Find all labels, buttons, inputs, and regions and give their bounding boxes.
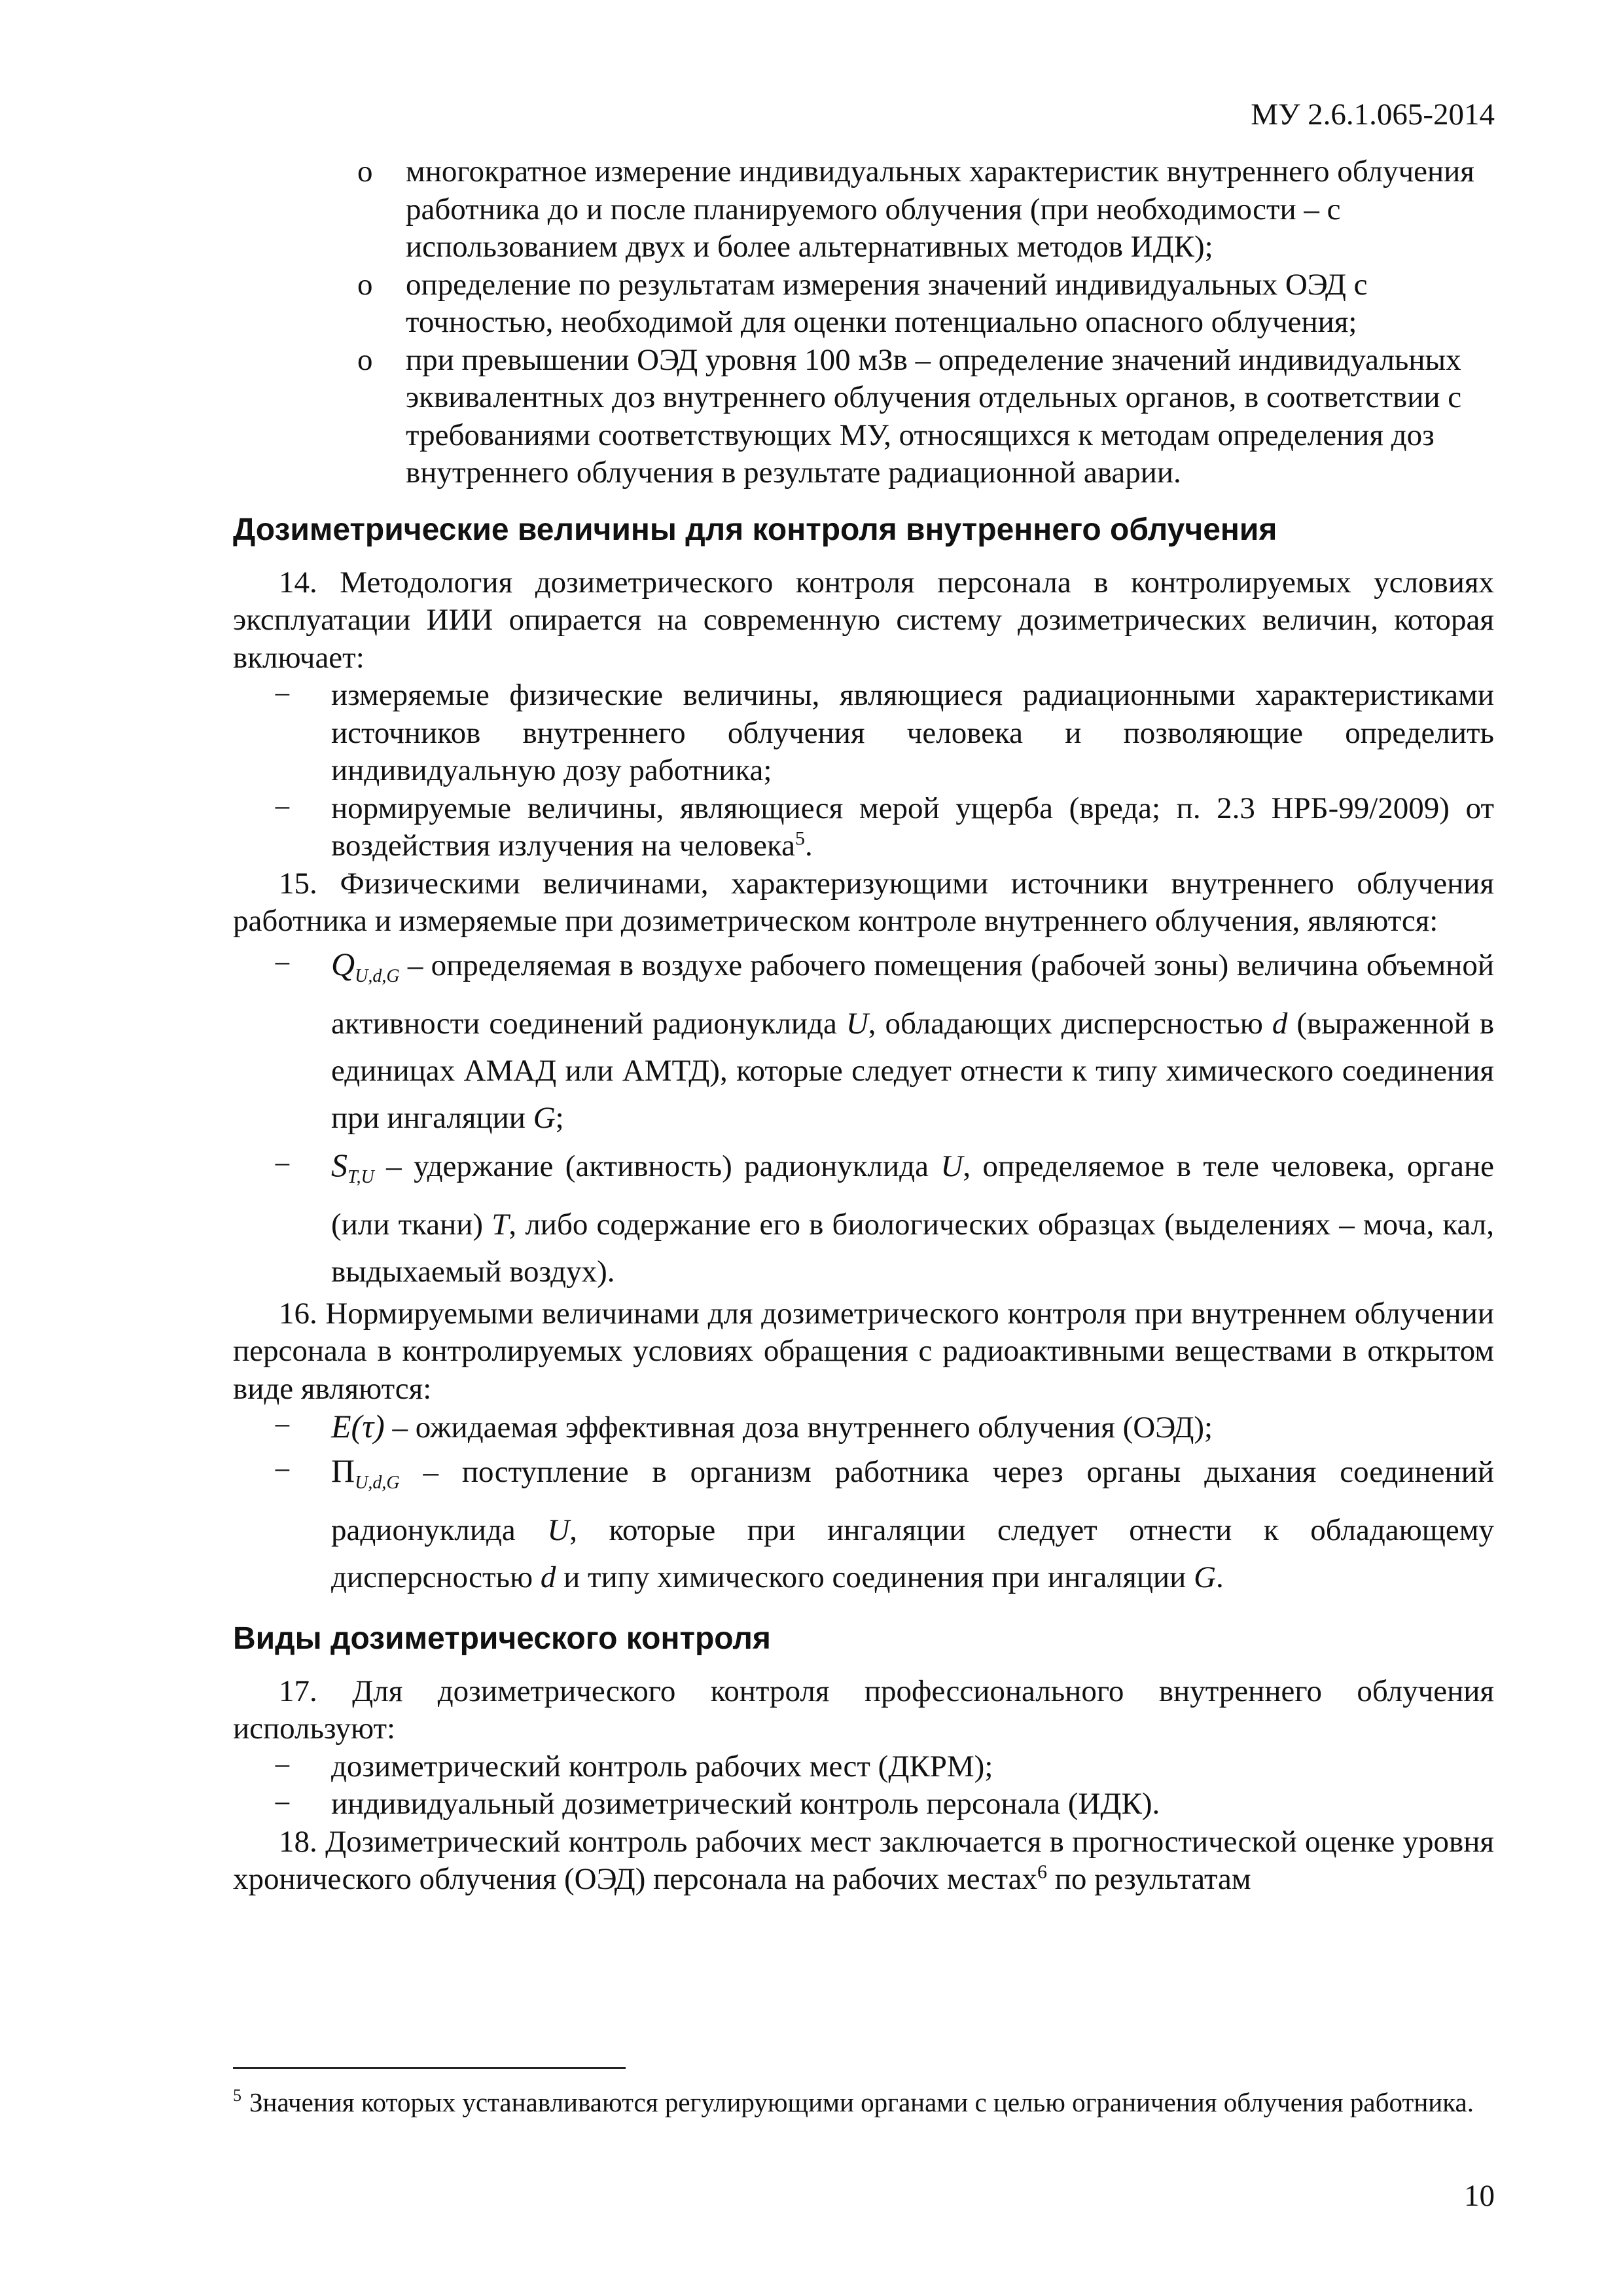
page-content — [233, 153, 1494, 1899]
symbol-subscript: U,d,G — [355, 965, 400, 986]
variable-u: U — [940, 1149, 963, 1183]
circle-bullet-icon: o — [357, 267, 373, 302]
dash-bullet-icon: − — [274, 1147, 291, 1182]
footnote-mark: 5 — [233, 2086, 241, 2105]
list-item-text: , обладающих дисперсностью — [868, 1006, 1272, 1041]
paragraph-17-list — [233, 1748, 1494, 1823]
list-item-text: , определяемое в теле человека, органе (или ткани) — [331, 1149, 1494, 1242]
circle-bullet-icon: o — [357, 154, 373, 188]
list-item-text: . — [1216, 1560, 1224, 1594]
variable-g: G — [1194, 1560, 1217, 1594]
symbol-s: S — [331, 1146, 348, 1183]
circle-bullet-icon: o — [357, 342, 373, 377]
footnote-ref-5[interactable]: 5 — [794, 827, 805, 850]
list-item — [233, 1141, 1494, 1295]
variable-u: U — [846, 1006, 868, 1041]
footnote-5 — [233, 2079, 1494, 2119]
list-item-text: (выраженной в единицах АМАД или АМТД), которые следует отнести к типу химического соединения при ингаляции — [331, 1006, 1495, 1135]
section-heading-dosimetric-quantities: Дозиметрические величины для контроля внутреннего облучения — [233, 512, 1277, 547]
dash-bullet-icon: − — [274, 678, 291, 712]
paragraph-text: по результатам — [1046, 1862, 1251, 1896]
dash-bullet-icon: − — [274, 1453, 291, 1488]
document-code-header: МУ 2.6.1.065-2014 — [1251, 98, 1495, 132]
list-item — [233, 1785, 1494, 1823]
dash-bullet-icon: − — [274, 1409, 291, 1443]
dash-bullet-icon: − — [274, 1749, 291, 1784]
list-item — [233, 677, 1494, 790]
list-item-text: нормируемые величины, являющиеся мерой ущерба (вреда; п. 2.3 НРБ-99/2009) от воздействия излучения на человека — [331, 791, 1494, 863]
symbol-subscript: U,d,G — [355, 1472, 400, 1493]
footnote-divider — [233, 2067, 626, 2069]
list-item — [233, 266, 1494, 342]
list-item-text: дозиметрический контроль рабочих мест (ДКРМ); — [331, 1749, 993, 1784]
dash-bullet-icon: − — [274, 1787, 291, 1821]
dash-bullet-icon: − — [274, 946, 291, 981]
section-heading-dosimetric-control-types: Виды дозиметрического контроля — [233, 1621, 771, 1656]
list-item-text: – определяемая в воздухе рабочего помещения (рабочей зоны) величина объемной активности соединений радионуклида — [331, 948, 1494, 1041]
paragraph-14: 14. Методология дозиметрического контроля персонала в контролируемых условиях эксплуатации ИИИ опирается на современную систему дозиметрических величин, которая включает: — [233, 565, 1494, 675]
paragraph-14-list — [233, 677, 1494, 865]
footnote-text: Значения которых устанавливаются регулирующими органами с целью ограничения облучения работника. — [249, 2087, 1474, 2117]
list-item-end: . — [804, 829, 813, 863]
footnote-body — [233, 2079, 1494, 2119]
list-item — [233, 342, 1494, 492]
list-item-text: – ожидаемая эффективная доза внутреннего облучения (ОЭД); — [384, 1410, 1213, 1444]
paragraph-17: 17. Для дозиметрического контроля профессионального внутреннего облучения используют: — [233, 1674, 1494, 1746]
list-item-text: ; — [555, 1100, 564, 1135]
list-item — [233, 153, 1494, 266]
variable-d: d — [540, 1560, 556, 1594]
list-item — [233, 1748, 1494, 1786]
list-item — [233, 1447, 1494, 1601]
top-bullet-list — [233, 153, 1494, 492]
list-item-text: определение по результатам измерения значений индивидуальных ОЭД с точностью, необходимой для оценки потенциально опасного облучения; — [406, 267, 1368, 339]
list-item-text: и типу химического соединения при ингаляции — [556, 1560, 1194, 1594]
footnote-ref-6[interactable]: 6 — [1037, 1861, 1047, 1883]
symbol-subscript: T,U — [348, 1166, 374, 1187]
paragraph-18 — [233, 1823, 1494, 1899]
paragraph-15: 15. Физическими величинами, характеризующими источники внутреннего облучения работника и измеряемые при дозиметрическом контроле внутреннего облучения, являются: — [233, 866, 1494, 938]
paragraph-text: 18. Дозиметрический контроль рабочих мест заключается в прогностической оценке уровня хронического облучения (ОЭД) персонала на рабочих местах — [233, 1824, 1494, 1896]
list-item-text: измеряемые физические величины, являющиеся радиационными характеристиками источников внутреннего облучения человека и позволяющие определить индивидуальную дозу работника; — [331, 678, 1494, 787]
list-item-text: , которые при ингаляции следует отнести к обладающему дисперсностью — [331, 1513, 1494, 1594]
list-item-text: , либо содержание его в биологических образцах (выделениях – моча, кал, выдыхаемый воздух). — [331, 1207, 1494, 1289]
list-item-text: индивидуальный дозиметрический контроль персонала (ИДК). — [331, 1787, 1160, 1821]
paragraph-16: 16. Нормируемыми величинами для дозиметрического контроля при внутреннем облучении персонала в контролируемых условиях обращения с радиоактивными веществами в открытом виде являются: — [233, 1296, 1494, 1406]
page-number: 10 — [1464, 2179, 1495, 2213]
symbol-pi: П — [331, 1452, 355, 1489]
list-item — [233, 941, 1494, 1141]
paragraph-15-list — [233, 941, 1494, 1295]
symbol-q: Q — [331, 945, 355, 982]
dash-bullet-icon: − — [274, 791, 291, 825]
variable-u: U — [547, 1513, 570, 1547]
list-item — [233, 1408, 1494, 1447]
variable-g: G — [533, 1100, 556, 1135]
paragraph-16-list — [233, 1408, 1494, 1601]
variable-d: d — [1272, 1006, 1288, 1041]
symbol-e-tau: E(τ) — [331, 1408, 385, 1444]
list-item-text: – удержание (активность) радионуклида — [374, 1149, 941, 1183]
list-item-text: многократное измерение индивидуальных характеристик внутреннего облучения работника до и после планируемого облучения (при необходимости – с использованием двух и более альтернативных методов ИДК); — [406, 154, 1474, 264]
list-item-text: – поступление в организм работника через органы дыхания соединений радионуклида — [331, 1454, 1494, 1547]
variable-t: T — [491, 1207, 509, 1242]
list-item-text: при превышении ОЭД уровня 100 мЗв – определение значений индивидуальных эквивалентных доз внутреннего облучения отдельных органов, в соответствии с требованиями соответствующих МУ, относящихся к методам определения доз внутреннего облучения в результате радиационной аварии. — [406, 342, 1462, 490]
list-item — [233, 790, 1494, 865]
